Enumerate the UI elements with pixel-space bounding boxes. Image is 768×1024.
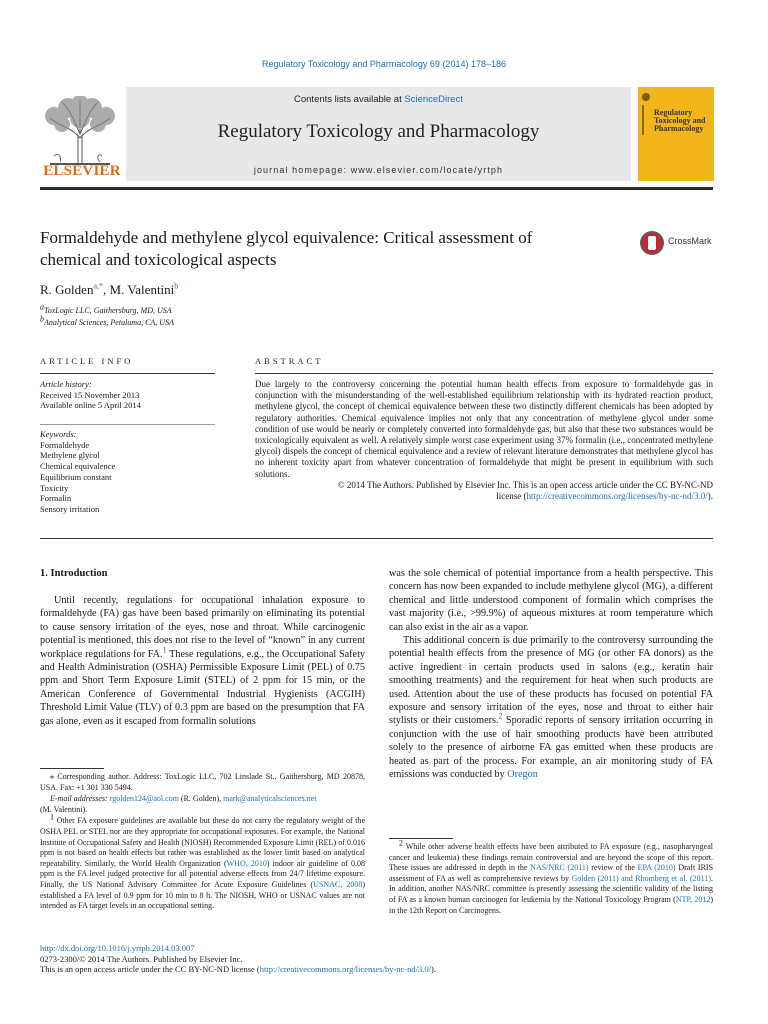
keyword: Formalin: [40, 493, 72, 504]
affil-marker: b: [40, 314, 44, 324]
footnote-2: [389, 838, 714, 916]
keyword: Methylene glycol: [40, 450, 100, 461]
received-date: Received 15 November 2013: [40, 389, 140, 400]
affil-marker: a: [40, 302, 44, 312]
affiliation-a: [40, 302, 172, 315]
abstract-body: Due largely to the controversy concerning the potential human health effects from exposure to formaldehyde gas in conjunction with the misunderstanding of the well-established equilibrium relationship with its hydrated reaction product, methylene glycol, the concept of chemical equivalence between these two distinctly different chemicals has been adopted by regulatory authorities. Chemical equivalence implies not only that any concentration of methylene glycol under some condition of use would be nearly or completely converted into formaldehyde gas, but also that these two substances would be toxicologically equivalent as well. A relatively simple worst case experiment using 37% formalin (i.e., concentrated methylene glycol) dispels the concept of chemical equivalence and a review of relevant literature demonstrates that methylene glycol has no inherent toxicity apart from whatever concentration of formaldehyde that might be present in equilibrium with such solutions.: [255, 379, 713, 479]
footnote-text: review of the: [588, 863, 638, 873]
body-left-column: [40, 594, 365, 728]
article-info-heading: ARTICLE INFO: [40, 356, 134, 366]
author-affil-marker[interactable]: a,*: [93, 281, 104, 291]
doi-link[interactable]: http://dx.doi.org/10.1016/j.yrtph.2014.03.007: [40, 943, 195, 953]
footnote-text: ) established a FA level of 0.9 ppm for 10 min to 8 h. The NIOSH, WHO or USNAC values are not intended as FA target levels in an occupational setting.: [40, 879, 365, 911]
author-affil-marker[interactable]: b: [174, 281, 179, 291]
crossmark-label[interactable]: CrossMark: [668, 236, 712, 246]
footnote-text: ) indoor air guideline of 0.08 ppm is the FA level judged protective for all potential adverse effects from 24/7 lifetime exposure. Finally, the US National Advisory Committee for Acute Exposure Guidelines (: [40, 858, 365, 889]
email-owner: (R. Golden),: [178, 794, 224, 804]
citation-link[interactable]: WHO, 2010: [226, 858, 267, 868]
footnote-text: Corresponding author. Address: ToxLogic LLC, 702 Linslade St., Gaithersburg, MD 20878, USA. Fax: +1 301 330 5494.: [40, 772, 365, 792]
author-name[interactable]: R. Golden: [40, 282, 94, 297]
cover-journal-title: Regulatory Toxicology and Pharmacology: [654, 108, 706, 133]
contents-label: Contents lists available at: [294, 94, 405, 105]
paragraph-text: These regulations, e.g., the Occupational Safety and Health Administration (OSHA) Permissible Exposure Limit (PEL) of 0.75 ppm and Short Term Exposure Limit (STEL) of 2 ppm for 15 min, or the American Conference of Governmental Industrial Hygienists (ACGIH) Threshold Limit Value (TLV) of 0.3 ppm are based on the presumption that FA gas alone, even as it escaped from formalin solutions: [40, 648, 365, 727]
sciencedirect-link[interactable]: ScienceDirect: [404, 94, 463, 105]
paragraph-text: This additional concern is due primarily to the controversy surrounding the potential health effects from the presence of MG (or other FA donors) as the active ingredient in certain products used in salons (e.g., keratin hair smoothing treatments) and the requirement for heat when such products are used. Attention about the use of these products has focused on potential FA exposure and sensory irritation of the eyes, nose and throat to either hair stylists or their customers.: [389, 635, 713, 727]
oa-text: ).: [431, 964, 436, 974]
footnote-1: [40, 812, 365, 911]
footnote-number: 2: [399, 838, 403, 848]
citation-link[interactable]: NTP, 2012: [675, 894, 711, 904]
abstract-text: [255, 379, 713, 502]
header-rule: [40, 187, 713, 190]
section-heading-introduction: 1. Introduction: [40, 568, 108, 579]
oa-text: This is an open access article under the CC BY-NC-ND license (: [40, 964, 260, 974]
footnote-text: ) in the 12th Report on Carcinogens.: [389, 894, 713, 915]
crossmark-bookmark-icon: [648, 236, 656, 250]
info-rule: [40, 373, 215, 374]
abstract-heading: ABSTRACT: [255, 356, 324, 366]
keyword: Toxicity: [40, 482, 69, 493]
email-label: E-mail addresses:: [50, 794, 108, 804]
email-note: [40, 794, 365, 815]
keyword: Chemical equivalence: [40, 461, 116, 472]
history-label: Article history:: [40, 379, 92, 389]
issn-line: 0273-2300/© 2014 The Authors. Published by Elsevier Inc.: [40, 953, 243, 964]
contents-line: [126, 94, 631, 105]
license-suffix: ).: [707, 491, 713, 502]
article-history: [40, 379, 215, 411]
info-divider: [40, 424, 215, 425]
affil-text: ToxLogic LLC, Gaithersburg, MD, USA: [44, 306, 172, 315]
abstract-bottom-rule: [40, 538, 713, 539]
email-link[interactable]: mark@analyticalsciences.net: [223, 794, 317, 804]
citation-link[interactable]: NAS/NRC (2011): [530, 863, 589, 873]
footnotes-left: [40, 772, 365, 913]
elsevier-logo-text: ELSEVIER: [43, 163, 121, 179]
journal-cover-image: [638, 87, 714, 181]
body-paragraph: [40, 594, 365, 728]
footnote-number: 1: [50, 812, 54, 822]
author-list: [40, 282, 178, 298]
author-name[interactable]: M. Valentini: [109, 282, 175, 297]
footnote-text: Other FA exposure guidelines are available but these do not carry the regulatory weight of the OSHA PEL or STEL nor are they appropriate for occupational exposures. For example, the National Institute of Occupational Safety and Health (NIOSH) Recommended Exposure Limit (REL) of 0.016 ppm is not based on health effects but rather was established as the lower limit based on analytical repeatability. Similarly, the World Health Organization (: [40, 816, 365, 868]
email-link[interactable]: rgolden124@aol.com: [109, 794, 179, 804]
license-line: © 2014 The Authors. Published by Elsevier Inc. This is an open access article under the CC BY-NC-ND: [337, 479, 713, 490]
citation-link[interactable]: Golden (2011) and Rhomberg et al. (2011): [571, 873, 712, 883]
abstract-license: [255, 480, 713, 502]
journal-citation[interactable]: Regulatory Toxicology and Pharmacology 69 (2014) 178–186: [262, 59, 506, 69]
footnote-text: While other adverse health effects have been attributed to FA exposure (e.g., nasopharyngeal cancer and leukemia) these findings remain controversial and are beyond the scope of this report. These issues are addressed in depth in the: [389, 842, 713, 873]
footnotes-right: [389, 838, 714, 917]
article-title: Formaldehyde and methylene glycol equivalence: Critical assessment of chemical and toxicological aspects: [40, 228, 533, 269]
license-link[interactable]: http://creativecommons.org/licenses/by-nc-nd/3.0/: [259, 964, 431, 974]
keyword: Sensory irritation: [40, 503, 100, 514]
keyword: Formaldehyde: [40, 439, 90, 450]
journal-homepage[interactable]: journal homepage: www.elsevier.com/locate/yrtph: [253, 165, 504, 175]
journal-title: Regulatory Toxicology and Pharmacology: [217, 121, 540, 142]
body-paragraph: was the sole chemical of potential importance from a health perspective. This concern has now been expanded to include methylene glycol (MG), a different chemical and little understood component of formalin which comprises the vast majority (i.e., >99.9%) of aqueous mixtures at room temperature which can also exist in the air as a vapor.: [389, 568, 713, 633]
footnote-ref[interactable]: 1: [162, 645, 167, 655]
corresponding-author-note: [40, 772, 365, 793]
abstract-rule: [255, 373, 713, 374]
footnote-symbol: ⁎: [50, 772, 54, 781]
license-prefix: license (: [496, 491, 527, 502]
bottom-info: [40, 943, 436, 975]
cover-stripe: [642, 105, 644, 135]
keywords-block: [40, 429, 215, 515]
footnote-ref[interactable]: 2: [498, 712, 503, 722]
affil-text: Analytical Sciences, Petaluma, CA, USA: [44, 318, 174, 327]
keywords-label: Keywords:: [40, 429, 77, 439]
citation-link[interactable]: Oregon: [507, 769, 538, 781]
paragraph-text: Until recently, regulations for occupational inhalation exposure to formaldehyde (FA) gas have been based primarily on eliminating its potential to cause sensory irritation of the eyes, nose and throat. While carcinogenic potential is mentioned, this does not rise to the level of “known” in any current workplace regulations for FA.: [40, 595, 365, 660]
keyword: Equilibrium constant: [40, 471, 112, 482]
citation-link[interactable]: EPA (2010): [637, 863, 676, 873]
paragraph-text: Sporadic reports of sensory irritation occurring in conjunction with the use of hair smoothing products have been attributed solely to the presence of airborne FA gas emitted when these products are heated as part of the process. For example, an air monitoring study of FA emissions was conducted by: [389, 715, 714, 781]
author-separator: ,: [103, 282, 110, 297]
footnote-rule: [40, 768, 104, 769]
email-owner: (M. Valentini).: [40, 804, 88, 814]
available-date: Available online 5 April 2014: [40, 400, 141, 411]
license-link[interactable]: http://creativecommons.org/licenses/by-nc-nd/3.0/: [526, 491, 708, 502]
footnote-text: . In addition, another NAS/NRC committee is presently assessing the scientific validity of the listing of FA as a known human carcinogen for leukemia by the National Toxicology Program (: [389, 873, 714, 904]
body-paragraph: [389, 634, 713, 781]
affiliation-b: [40, 314, 174, 327]
cover-emblem-icon: [642, 93, 650, 101]
citation-link[interactable]: USNAC, 2008: [313, 879, 363, 889]
footnote-text: Draft IRIS assessment of FA as well as comprehensive reviews by: [389, 863, 714, 883]
body-right-column: [389, 567, 713, 782]
open-access-line: [40, 964, 436, 975]
